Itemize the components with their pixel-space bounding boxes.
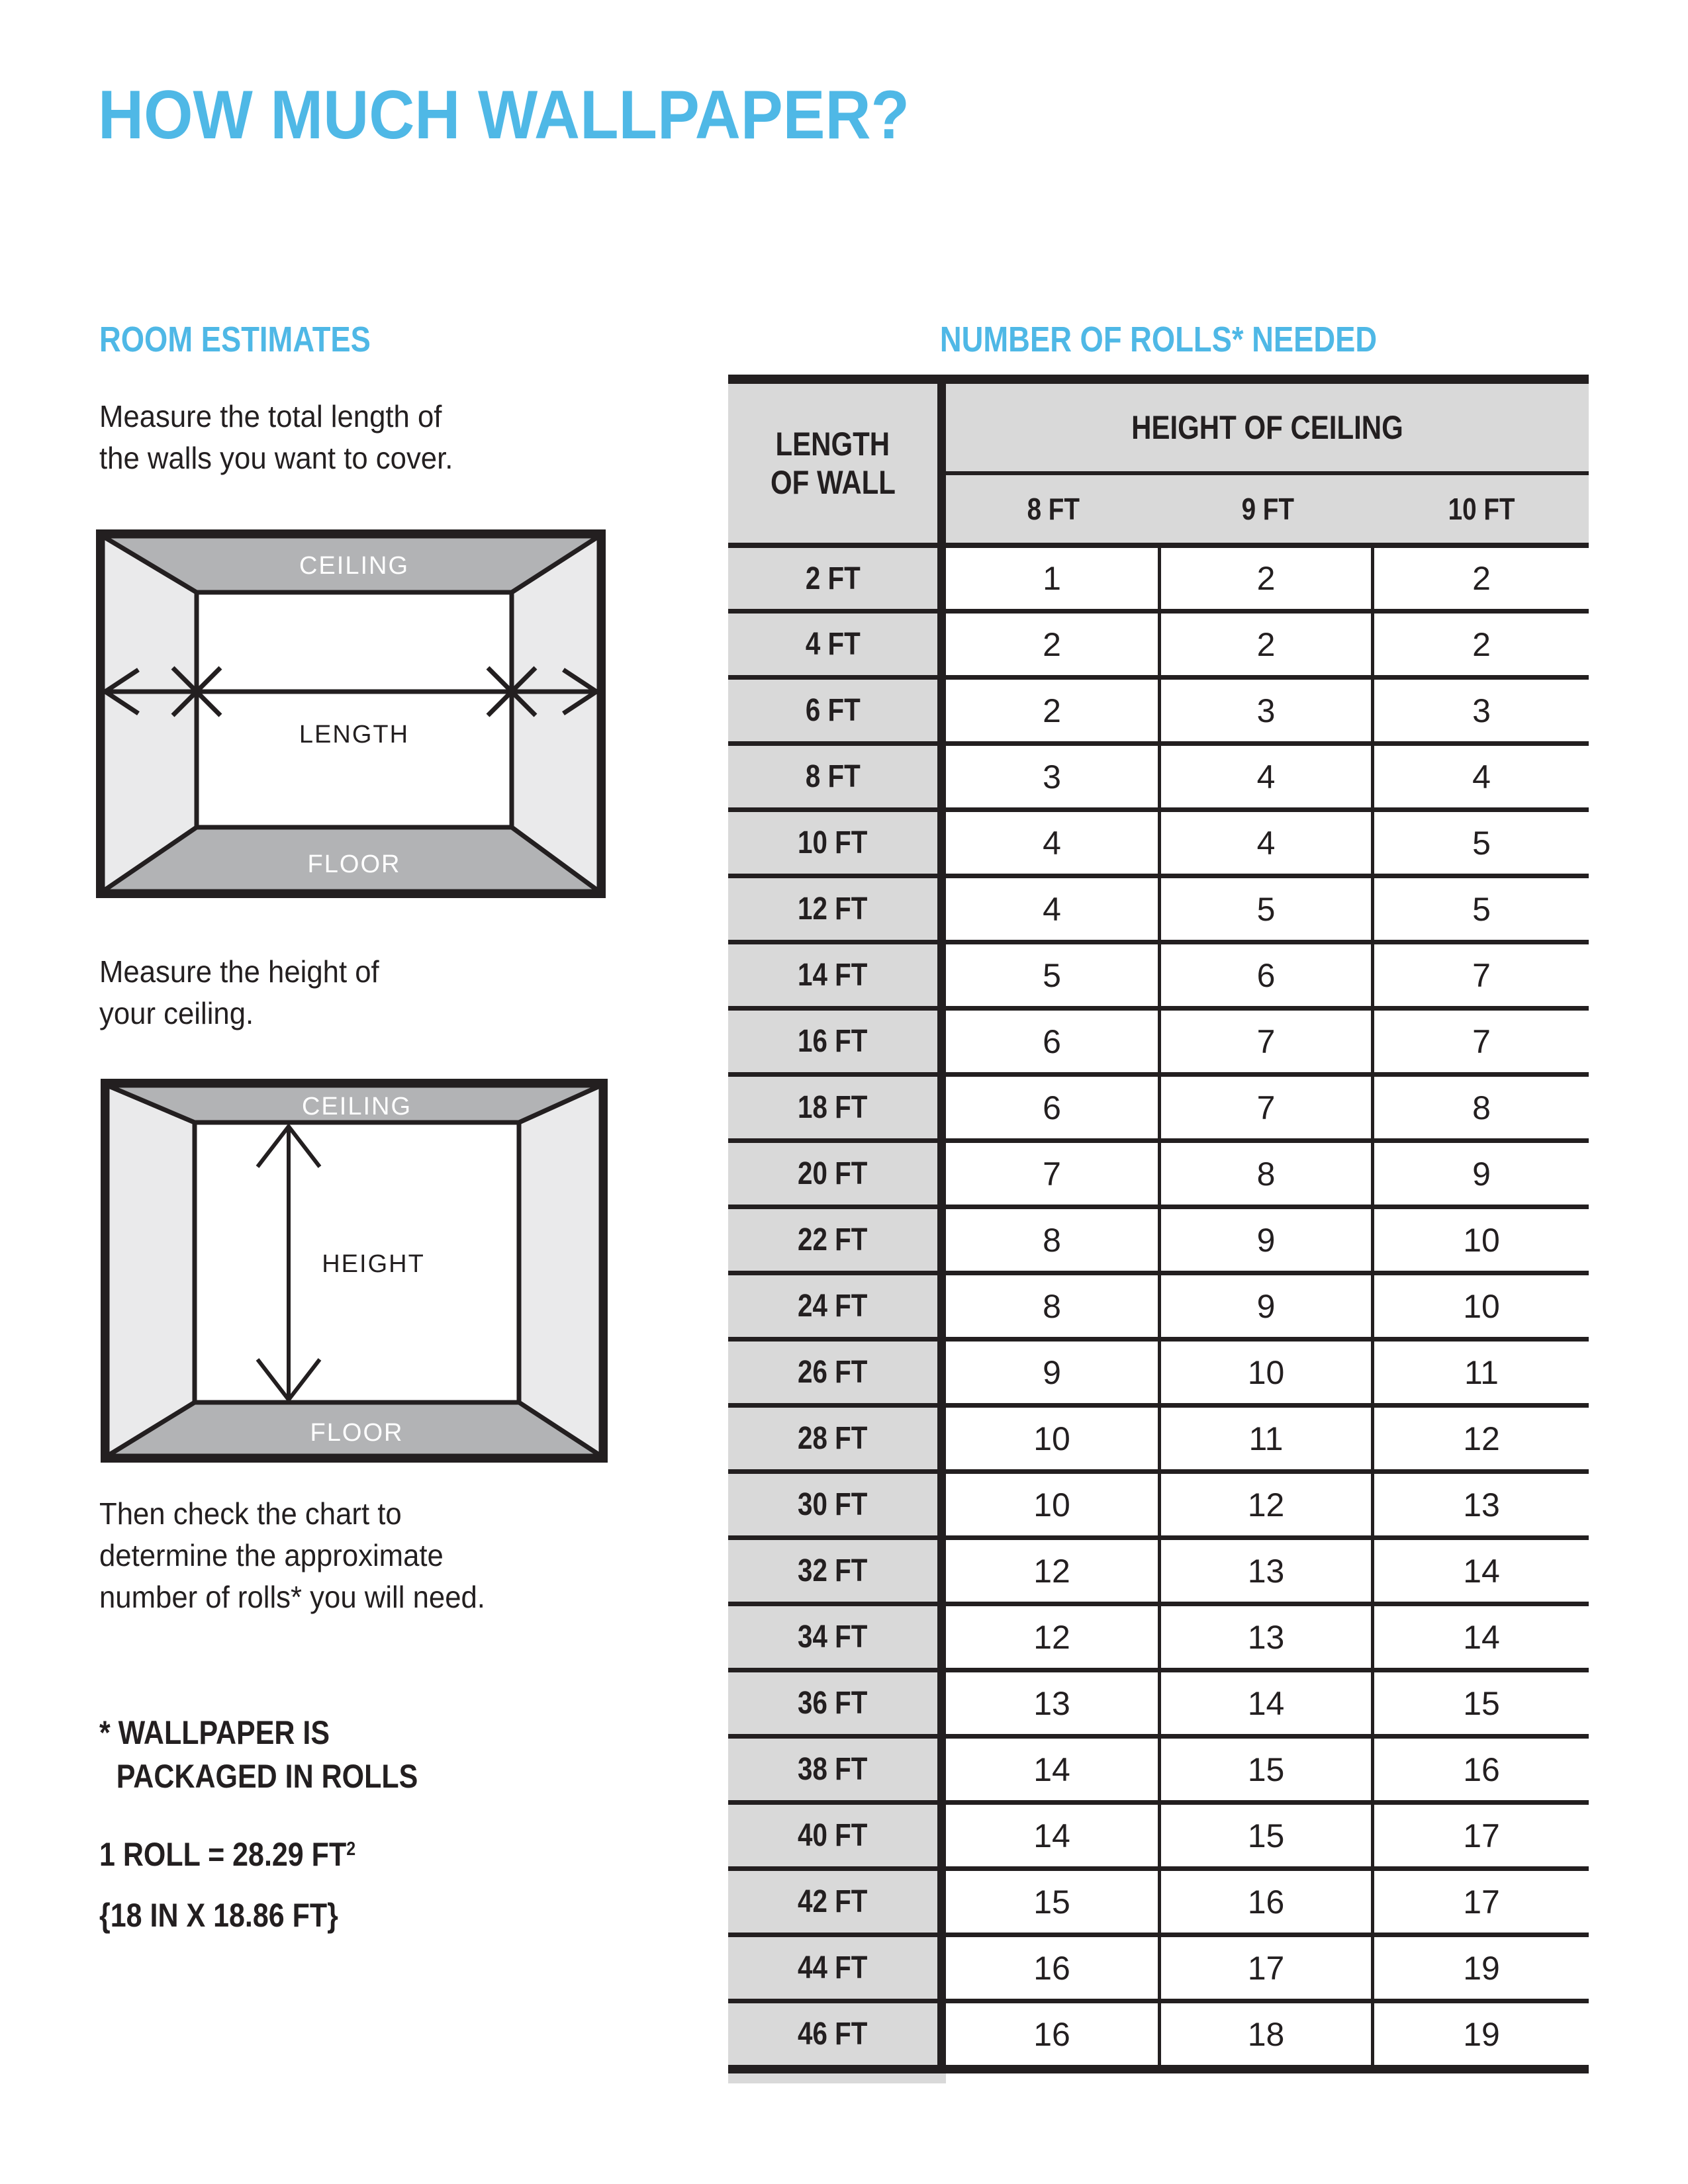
table-row bbox=[728, 807, 1589, 874]
cell-10ft: 13 bbox=[1374, 1474, 1589, 1535]
table-row bbox=[728, 1138, 1589, 1205]
cell-9ft: 16 bbox=[1161, 1871, 1374, 1933]
cell-8ft: 8 bbox=[946, 1275, 1161, 1337]
cell-8ft: 6 bbox=[946, 1011, 1161, 1072]
footnote-line2: PACKAGED IN ROLLS bbox=[116, 1758, 418, 1795]
column-header-8ft: 8 FT bbox=[1027, 492, 1080, 526]
cell-8ft: 12 bbox=[946, 1540, 1161, 1602]
cell-10ft: 14 bbox=[1374, 1606, 1589, 1668]
table-header bbox=[728, 384, 1589, 543]
cell-8ft: 3 bbox=[946, 746, 1161, 807]
cell-10ft: 9 bbox=[1374, 1143, 1589, 1205]
cell-9ft: 4 bbox=[1161, 746, 1374, 807]
table-row bbox=[728, 1271, 1589, 1337]
table-row bbox=[728, 609, 1589, 675]
row-label: 6 FT bbox=[728, 680, 946, 741]
cell-8ft: 13 bbox=[946, 1672, 1161, 1734]
cell-8ft: 14 bbox=[946, 1739, 1161, 1800]
cell-8ft: 7 bbox=[946, 1143, 1161, 1205]
step1-line2: the walls you want to cover. bbox=[99, 441, 453, 475]
row-label: 8 FT bbox=[728, 746, 946, 807]
cell-8ft: 4 bbox=[946, 878, 1161, 940]
ceiling-label: CEILING bbox=[301, 1093, 412, 1120]
step3-line2: determine the approximate bbox=[99, 1538, 444, 1572]
roll-area: 1 ROLL = 28.29 $FT^2$ bbox=[99, 1835, 356, 1873]
row-label: 40 FT bbox=[728, 1805, 946, 1866]
cell-10ft: 15 bbox=[1374, 1672, 1589, 1734]
row-label: 30 FT bbox=[728, 1474, 946, 1535]
cell-9ft: 17 bbox=[1161, 1937, 1374, 1999]
cell-9ft: 8 bbox=[1161, 1143, 1374, 1205]
row-label: 28 FT bbox=[728, 1408, 946, 1469]
page-title bbox=[98, 77, 980, 154]
cell-9ft: 15 bbox=[1161, 1739, 1374, 1800]
table-footer-tab bbox=[728, 2073, 946, 2083]
step3-line1: Then check the chart to bbox=[99, 1496, 402, 1531]
room-length-diagram bbox=[96, 529, 606, 898]
row-label: 46 FT bbox=[728, 2003, 946, 2065]
table-row bbox=[728, 1602, 1589, 1668]
cell-9ft: 4 bbox=[1161, 812, 1374, 874]
row-label: 44 FT bbox=[728, 1937, 946, 1999]
table-row bbox=[728, 1337, 1589, 1403]
column-header-10ft: 10 FT bbox=[1448, 492, 1515, 526]
row-label: 32 FT bbox=[728, 1540, 946, 1602]
step3-line3: number of rolls* you will need. bbox=[99, 1580, 485, 1614]
cell-8ft: 10 bbox=[946, 1474, 1161, 1535]
cell-9ft: 5 bbox=[1161, 878, 1374, 940]
cell-9ft: 9 bbox=[1161, 1275, 1374, 1337]
step2-text bbox=[99, 951, 394, 1034]
cell-10ft: 10 bbox=[1374, 1209, 1589, 1271]
table-row bbox=[728, 1205, 1589, 1271]
cell-10ft: 2 bbox=[1374, 614, 1589, 675]
cell-9ft: 15 bbox=[1161, 1805, 1374, 1866]
rolls-footnote bbox=[99, 1711, 470, 1798]
rolls-needed-heading: NUMBER OF ROLLS* NEEDED bbox=[939, 320, 1378, 359]
cell-8ft: 12 bbox=[946, 1606, 1161, 1668]
footnote-line1: * WALLPAPER IS bbox=[99, 1714, 330, 1751]
step1-line1: Measure the total length of bbox=[99, 399, 442, 433]
cell-8ft: 5 bbox=[946, 944, 1161, 1006]
row-label: 4 FT bbox=[728, 614, 946, 675]
roll-area-exponent: 2 bbox=[346, 1839, 356, 1860]
room-estimates-heading: ROOM ESTIMATES bbox=[99, 320, 371, 359]
cell-9ft: 13 bbox=[1161, 1540, 1374, 1602]
table-row bbox=[728, 741, 1589, 807]
step2-line1: Measure the height of bbox=[99, 954, 379, 989]
table-row bbox=[728, 1999, 1589, 2065]
row-label: 26 FT bbox=[728, 1342, 946, 1403]
cell-8ft: 4 bbox=[946, 812, 1161, 874]
cell-8ft: 14 bbox=[946, 1805, 1161, 1866]
cell-10ft: 17 bbox=[1374, 1805, 1589, 1866]
cell-8ft: 16 bbox=[946, 2003, 1161, 2065]
cell-9ft: 2 bbox=[1161, 614, 1374, 675]
height-label: HEIGHT bbox=[322, 1250, 425, 1278]
column-header-9ft: 9 FT bbox=[1241, 492, 1294, 526]
row-label: 42 FT bbox=[728, 1871, 946, 1933]
step3-text bbox=[99, 1493, 506, 1618]
table-row bbox=[728, 1933, 1589, 1999]
cell-10ft: 19 bbox=[1374, 2003, 1589, 2065]
cell-8ft: 1 bbox=[946, 548, 1161, 609]
cell-10ft: 12 bbox=[1374, 1408, 1589, 1469]
row-label: 38 FT bbox=[728, 1739, 946, 1800]
cell-10ft: 17 bbox=[1374, 1871, 1589, 1933]
floor-label: FLOOR bbox=[307, 850, 401, 878]
cell-8ft: 9 bbox=[946, 1342, 1161, 1403]
step2-line2: your ceiling. bbox=[99, 996, 254, 1030]
table-row bbox=[728, 1469, 1589, 1535]
rolls-table bbox=[728, 375, 1589, 2083]
cell-10ft: 7 bbox=[1374, 944, 1589, 1006]
table-row bbox=[728, 1668, 1589, 1734]
table-row bbox=[728, 874, 1589, 940]
table-row bbox=[728, 1866, 1589, 1933]
row-label: 18 FT bbox=[728, 1077, 946, 1138]
table-row bbox=[728, 1403, 1589, 1469]
cell-9ft: 13 bbox=[1161, 1606, 1374, 1668]
table-top-border bbox=[728, 375, 1589, 384]
cell-9ft: 18 bbox=[1161, 2003, 1374, 2065]
cell-10ft: 19 bbox=[1374, 1937, 1589, 1999]
table-row bbox=[728, 940, 1589, 1006]
cell-9ft: 3 bbox=[1161, 680, 1374, 741]
ceiling-label: CEILING bbox=[299, 552, 410, 580]
cell-10ft: 5 bbox=[1374, 878, 1589, 940]
cell-8ft: 8 bbox=[946, 1209, 1161, 1271]
cell-8ft: 16 bbox=[946, 1937, 1161, 1999]
cell-9ft: 14 bbox=[1161, 1672, 1374, 1734]
left-wall-shape bbox=[107, 1085, 195, 1456]
row-label: 34 FT bbox=[728, 1606, 946, 1668]
column-group-header: HEIGHT OF CEILING bbox=[946, 384, 1589, 475]
cell-10ft: 8 bbox=[1374, 1077, 1589, 1138]
cell-8ft: 15 bbox=[946, 1871, 1161, 1933]
cell-9ft: 6 bbox=[1161, 944, 1374, 1006]
row-label: 36 FT bbox=[728, 1672, 946, 1734]
table-row bbox=[728, 1006, 1589, 1072]
cell-10ft: 7 bbox=[1374, 1011, 1589, 1072]
table-body bbox=[728, 543, 1589, 2065]
table-bottom-border bbox=[728, 2065, 1589, 2073]
cell-8ft: 2 bbox=[946, 680, 1161, 741]
row-header-cell bbox=[728, 384, 946, 543]
step1-text bbox=[99, 396, 472, 479]
cell-10ft: 16 bbox=[1374, 1739, 1589, 1800]
cell-8ft: 6 bbox=[946, 1077, 1161, 1138]
floor-label: FLOOR bbox=[310, 1419, 404, 1447]
cell-9ft: 7 bbox=[1161, 1011, 1374, 1072]
row-label: 12 FT bbox=[728, 878, 946, 940]
table-row bbox=[728, 1072, 1589, 1138]
table-row bbox=[728, 1800, 1589, 1866]
page-title-text: HOW MUCH WALLPAPER? bbox=[98, 77, 910, 154]
table-row bbox=[728, 543, 1589, 609]
cell-9ft: 11 bbox=[1161, 1408, 1374, 1469]
length-label: LENGTH bbox=[299, 721, 410, 749]
row-label: 10 FT bbox=[728, 812, 946, 874]
cell-10ft: 5 bbox=[1374, 812, 1589, 874]
row-header-line2: OF WALL bbox=[770, 464, 896, 501]
cell-9ft: 2 bbox=[1161, 548, 1374, 609]
roll-size-info bbox=[99, 1819, 397, 1946]
roll-dimensions: {18 IN X 18.86 FT} bbox=[99, 1896, 338, 1934]
cell-8ft: 2 bbox=[946, 614, 1161, 675]
table-row bbox=[728, 1535, 1589, 1602]
row-label: 22 FT bbox=[728, 1209, 946, 1271]
table-row bbox=[728, 1734, 1589, 1800]
table-row bbox=[728, 675, 1589, 741]
row-label: 24 FT bbox=[728, 1275, 946, 1337]
cell-10ft: 14 bbox=[1374, 1540, 1589, 1602]
cell-9ft: 12 bbox=[1161, 1474, 1374, 1535]
cell-9ft: 10 bbox=[1161, 1342, 1374, 1403]
row-label: 14 FT bbox=[728, 944, 946, 1006]
row-header-line1: LENGTH bbox=[775, 426, 890, 463]
row-label: 20 FT bbox=[728, 1143, 946, 1205]
right-wall-shape bbox=[519, 1085, 601, 1456]
cell-10ft: 11 bbox=[1374, 1342, 1589, 1403]
row-label: 16 FT bbox=[728, 1011, 946, 1072]
cell-10ft: 3 bbox=[1374, 680, 1589, 741]
cell-9ft: 7 bbox=[1161, 1077, 1374, 1138]
cell-10ft: 10 bbox=[1374, 1275, 1589, 1337]
back-wall-shape bbox=[197, 592, 512, 827]
row-label: 2 FT bbox=[728, 548, 946, 609]
cell-9ft: 9 bbox=[1161, 1209, 1374, 1271]
cell-10ft: 4 bbox=[1374, 746, 1589, 807]
room-height-diagram bbox=[101, 1079, 608, 1463]
cell-10ft: 2 bbox=[1374, 548, 1589, 609]
cell-8ft: 10 bbox=[946, 1408, 1161, 1469]
